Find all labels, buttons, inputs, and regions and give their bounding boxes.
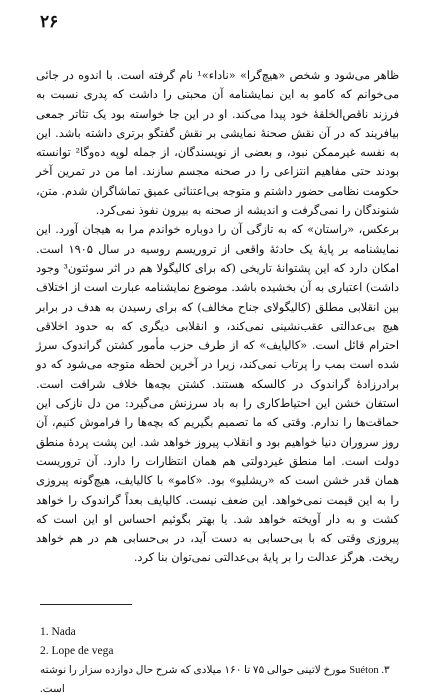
footnote-3-latin: Suéton: [349, 665, 379, 676]
footnote-3: [40, 661, 400, 699]
footnote-3-text: مورخ لاتینی حوالی ۷۵ تا ۱۶۰ میلادی که شرح حال دوازده سزار را نوشته است.: [40, 665, 347, 695]
footnote-3-number: ۳.: [381, 665, 390, 676]
paragraph-2: برعکس، «راستان» که به تازگی آن را دوباره خواندم مرا به هیجان آورد. این نمایشنامه بر پایهٔ یک حادثهٔ واقعی از تروریسم روسیه در سال ۱۹۰۵ است. امکان دارد که این پشتوانهٔ تاریخی (که برای کالیگولا هم در اثر سوئتون³ وجود داشت) اعتباری به آن بخشیده باشد. موضوع نمایشنامه عبارت است از اختلاف بین انقلابی مطلق (کالیگولای جناح مخالف) که برای رسیدن به هدف در برابر هیچ بی‌عدالتی عقب‌نشینی نمی‌کند، و انقلابی دیگری که به حدود اخلاقی احترام قائل است. «کالیایف» که از طرف حزب مأمور کشتن گراندوک سرژ شده است بمب را پرتاب نمی‌کند، زیرا در آخرین لحظه متوجه می‌شود که دو برادرزادهٔ گراندوک در کالسکه هستند. کشتن بچه‌ها خلاف شرافت است. استفان خشن این احتیاط‌کاری را به باد سرزنش می‌گیرد: من دل نازکی این حماقت‌ها را ندارم. وقتی که ما تصمیم بگیریم که بچه‌ها را فراموش کنیم، آن روز سروران دنیا خواهیم بود و انقلاب پیروز خواهد شد. این پشت پردهٔ منطق دولت است. اما منطق غیردولتی هم همان انتظارات را دارد. آن تروریست همان قدر خشن است که «ریشلیو» بود. «کامو» با کالیایف، هیچ‌گونه پیروزی را به این قیمت نمی‌خواهد. این ضعف نیست. کالیایف بعداً گراندوک را خواهد کشت و به دار آویخته خواهد شد. یا بهتر بگوئیم احساس او این است که پیروزی وقتی که با بی‌حسابی به دست آید، در بی‌حسابی هم در هم خواهد ریخت. هرگز عدالت را بر پایهٔ بی‌عدالتی نمی‌توان بنا کرد.: [36, 223, 399, 565]
footnotes: [40, 623, 400, 699]
main-text: [36, 66, 399, 568]
page-number: ۲۶: [40, 12, 59, 32]
footnote-divider: [40, 604, 132, 605]
footnote-2: 2. Lope de vega: [40, 645, 114, 657]
footnote-1: 1. Nada: [40, 626, 76, 638]
paragraph-1: ظاهر می‌شود و شخص «هیچ‌گرا» «ناداء»¹ نام گرفته است. با اندوه در جائی می‌خوانم که کامو به این نمایشنامه آن محبتی را داشت که پدری نسبت به فرزند ناقص‌الخلقهٔ خود پیدا می‌کند. او در این جا خواسته بود یک تئاتر جمعی بیافریند که در آن نقش صحنهٔ نمایشی بر نقش گفتگو برتری داشته باشد. این به نفسه غیرممکن نبود، و بعضی از نویسندگان، از جمله لوپه ده‌وگا² توانسته بودند حتی مفاهیم انتزاعی را در صحنه مجسم سازند. اما من در تمرین آخر حکومت نظامی حضور داشتم و متوجه بی‌اعتنائی عمیق تماشاگران شدم. متن، شنوندگان را نمی‌گرفت و اندیشه از صحنه به بیرون نفوذ نمی‌کرد.: [36, 69, 399, 218]
